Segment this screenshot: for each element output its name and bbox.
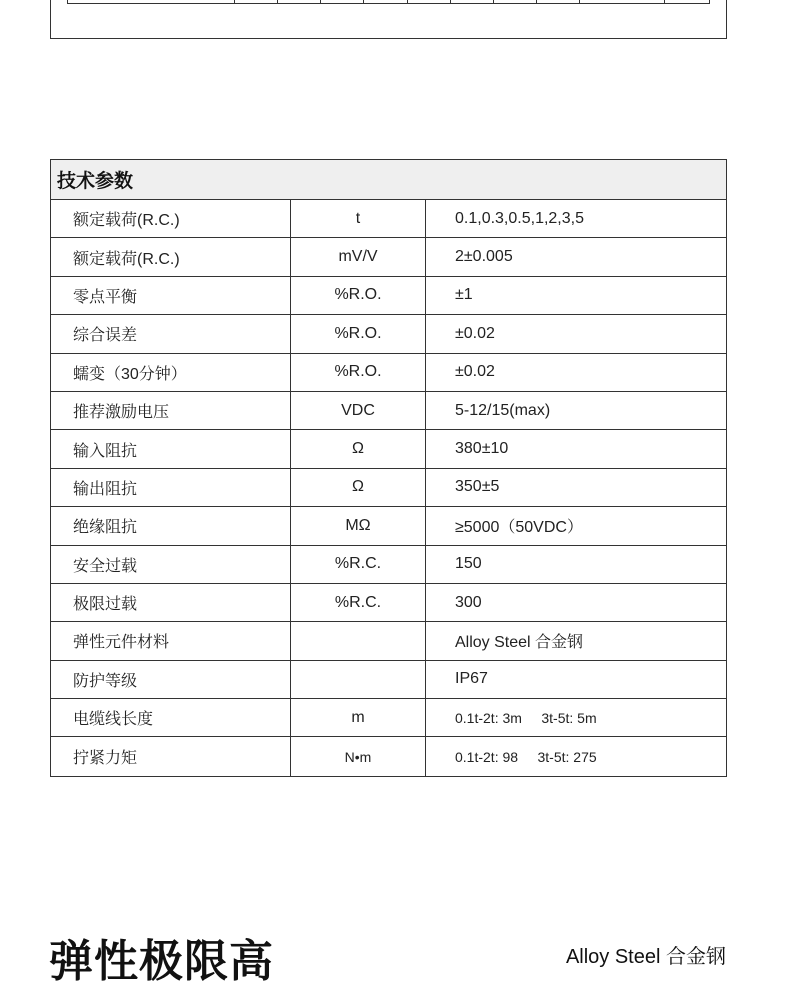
param-value: 0.1t-2t: 98 3t-5t: 275 [455, 748, 597, 765]
table-row [51, 737, 726, 775]
param-value: 350±5 [455, 478, 500, 496]
param-unit: %R.C. [291, 546, 426, 583]
table-row [51, 430, 726, 468]
table-row [51, 354, 726, 392]
param-name: 输出阻抗 [51, 469, 291, 506]
table-row [51, 392, 726, 430]
material-label: Alloy Steel 合金钢 [565, 946, 726, 968]
param-value: 380±10 [455, 440, 509, 458]
param-name: 极限过载 [51, 584, 291, 621]
param-value: 0.1,0.3,0.5,1,2,3,5 [455, 209, 584, 227]
param-unit: VDC [291, 392, 426, 429]
table-row [51, 622, 726, 660]
param-name: 电缆线长度 [51, 699, 291, 736]
param-unit: MΩ [291, 507, 426, 544]
param-name: 防护等级 [51, 661, 291, 698]
param-name: 拧紧力矩 [51, 737, 291, 775]
param-unit: %R.O. [291, 277, 426, 314]
param-unit: %R.C. [291, 584, 426, 621]
param-unit: mV/V [291, 238, 426, 275]
param-unit: Ω [291, 430, 426, 467]
table-row [51, 200, 726, 238]
param-unit [291, 661, 426, 698]
param-name: 推荐激励电压 [51, 392, 291, 429]
param-value: 150 [455, 555, 482, 573]
param-name: 安全过载 [51, 546, 291, 583]
param-value: ±1 [455, 286, 473, 304]
param-value: 300 [455, 593, 482, 611]
param-name: 绝缘阻抗 [51, 507, 291, 544]
param-unit: %R.O. [291, 354, 426, 391]
param-unit [291, 622, 426, 659]
spec-table [50, 159, 727, 777]
param-value: IP67 [455, 670, 488, 688]
table-row [51, 584, 726, 622]
table-row [51, 238, 726, 276]
previous-table-fragment [67, 0, 710, 4]
param-value: ≥5000（50VDC） [455, 519, 583, 537]
section-title: 弹性极限高 [49, 937, 274, 986]
table-row [51, 277, 726, 315]
table-row [51, 507, 726, 545]
param-name: 额定载荷(R.C.) [51, 200, 291, 237]
param-value: 5-12/15(max) [455, 401, 551, 419]
param-name: 输入阻抗 [51, 430, 291, 467]
param-unit: Ω [291, 469, 426, 506]
param-name: 弹性元件材料 [51, 622, 291, 659]
table-row [51, 315, 726, 353]
table-row [51, 469, 726, 507]
param-value: 0.1t-2t: 3m 3t-5t: 5m [455, 709, 597, 726]
param-value: 2±0.005 [455, 248, 513, 266]
table-row [51, 699, 726, 737]
param-value: ±0.02 [455, 363, 495, 381]
param-unit: m [291, 699, 426, 736]
param-value: Alloy Steel 合金钢 [455, 634, 584, 652]
previous-table-frame [50, 0, 727, 39]
param-name: 额定载荷(R.C.) [51, 238, 291, 275]
table-row [51, 661, 726, 699]
param-unit: t [291, 200, 426, 237]
spec-table-title: 技术参数 [51, 160, 726, 200]
param-name: 蠕变（30分钟） [51, 354, 291, 391]
param-unit: N•m [291, 737, 426, 775]
table-row [51, 546, 726, 584]
param-value: ±0.02 [455, 324, 495, 342]
param-name: 零点平衡 [51, 277, 291, 314]
param-unit: %R.O. [291, 315, 426, 352]
param-name: 综合误差 [51, 315, 291, 352]
